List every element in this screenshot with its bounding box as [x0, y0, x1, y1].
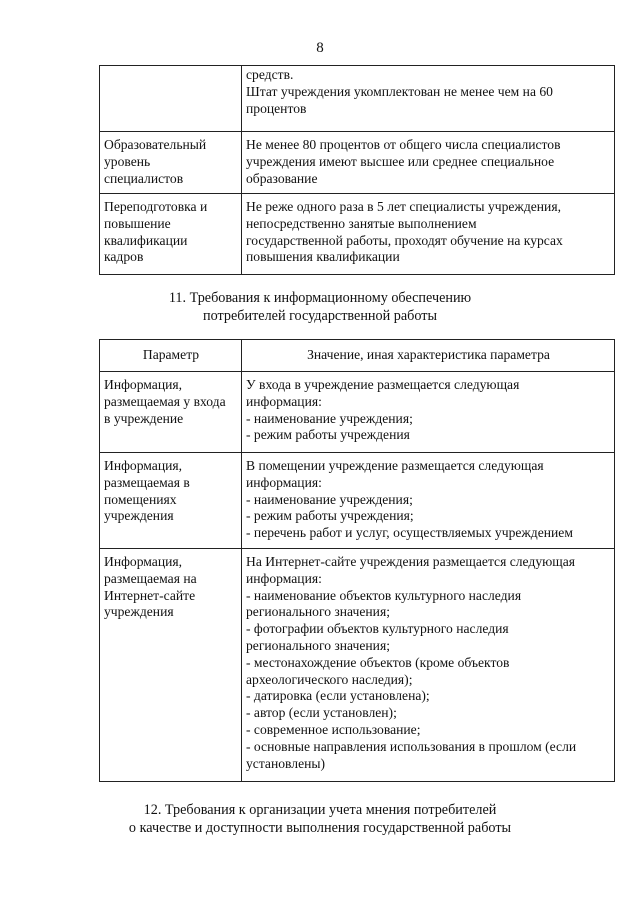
value-line: государственной работы, проходят обучение на курсах — [246, 232, 563, 248]
value-cell — [242, 132, 615, 194]
param-cell — [100, 372, 242, 453]
value-line: Не менее 80 процентов от общего числа специалистов — [246, 137, 561, 152]
value-cell — [242, 66, 615, 132]
value-line: информация: — [246, 474, 322, 490]
param-line: Интернет-сайте — [104, 587, 196, 603]
value-line: - наименование учреждения; — [246, 410, 413, 426]
section-title-line: потребителей государственной работы — [203, 307, 437, 324]
value-line: средств. — [246, 67, 294, 82]
table-row — [100, 132, 615, 194]
page-number: 8 — [316, 40, 324, 56]
table-header-row — [100, 340, 615, 372]
value-line: информация: — [246, 570, 322, 586]
value-line: археологического наследия); — [246, 671, 413, 687]
staff-requirements-table — [99, 65, 615, 275]
value-line: непосредственно занятые выполнением — [246, 215, 477, 231]
value-line: - датировка (если установлена); — [246, 688, 430, 704]
table-row — [100, 194, 615, 275]
value-line: информация: — [246, 393, 322, 409]
param-cell — [100, 66, 242, 132]
value-cell — [242, 194, 615, 275]
param-line: Информация, — [104, 458, 183, 473]
value-line: - наименование объектов культурного наследия — [246, 587, 522, 603]
value-line: - наименование учреждения; — [246, 491, 413, 507]
value-line: регионального значения; — [246, 604, 390, 620]
value-line: Штат учреждения укомплектован не менее чем на 60 — [246, 83, 553, 99]
param-line: размещаемая в — [104, 474, 190, 490]
value-line: - фотографии объектов культурного наследия — [246, 621, 509, 637]
param-cell — [100, 453, 242, 549]
section-title-line: 11. Требования к информационному обеспечению — [168, 290, 472, 306]
column-header-value: Значение, иная характеристика параметра — [242, 340, 615, 372]
value-line: - автор (если установлен); — [246, 705, 397, 721]
param-line: повышение — [104, 215, 171, 231]
table-row — [100, 372, 615, 453]
section-12-title — [0, 802, 640, 837]
value-line: повышения квалификации — [246, 249, 400, 265]
value-line: регионального значения; — [246, 637, 390, 653]
value-line: учреждения имеют высшее или среднее специальное — [246, 153, 555, 169]
value-line: - основные направления использования в прошлом (если — [246, 738, 577, 754]
value-line: - современное использование; — [246, 721, 421, 737]
value-line: На Интернет-сайте учреждения размещается следующая — [246, 554, 576, 569]
param-cell — [100, 194, 242, 275]
param-line: Информация, — [104, 377, 183, 392]
section-title-line: о качестве и доступности выполнения государственной работы — [128, 819, 512, 836]
param-line: кадров — [104, 249, 144, 265]
param-line: уровень — [104, 153, 151, 169]
value-line: У входа в учреждение размещается следующая — [246, 377, 520, 392]
value-line: Не реже одного раза в 5 лет специалисты учреждения, — [246, 199, 561, 214]
param-line: размещаемая у входа — [104, 393, 226, 409]
value-cell — [242, 549, 615, 782]
param-line: Образовательный — [104, 137, 207, 152]
column-header-param: Параметр — [100, 340, 242, 372]
value-line: процентов — [246, 100, 307, 116]
table-row — [100, 549, 615, 782]
value-line: образование — [246, 170, 318, 186]
param-line: в учреждение — [104, 410, 184, 426]
table-row — [100, 66, 615, 132]
param-line: Информация, — [104, 554, 183, 569]
value-cell — [242, 453, 615, 549]
value-cell — [242, 372, 615, 453]
value-line: - режим работы учреждения — [246, 427, 410, 443]
information-requirements-table — [99, 339, 615, 782]
value-line: - перечень работ и услуг, осуществляемых учреждением — [246, 525, 573, 541]
param-line: специалистов — [104, 170, 184, 186]
value-line: установлены) — [246, 755, 326, 771]
param-line: квалификации — [104, 232, 188, 248]
param-cell — [100, 549, 242, 782]
section-title-line: 12. Требования к организации учета мнения потребителей — [143, 802, 497, 818]
param-line: учреждения — [104, 604, 174, 620]
param-line: Переподготовка и — [104, 199, 208, 214]
param-line: помещениях — [104, 491, 177, 507]
table-row — [100, 453, 615, 549]
value-line: - режим работы учреждения; — [246, 508, 414, 524]
param-line: учреждения — [104, 508, 174, 524]
value-line: - местонахождение объектов (кроме объектов — [246, 654, 510, 670]
value-line: В помещении учреждение размещается следующая — [246, 458, 544, 473]
param-cell — [100, 132, 242, 194]
param-line: размещаемая на — [104, 570, 197, 586]
section-11-title — [0, 290, 640, 325]
